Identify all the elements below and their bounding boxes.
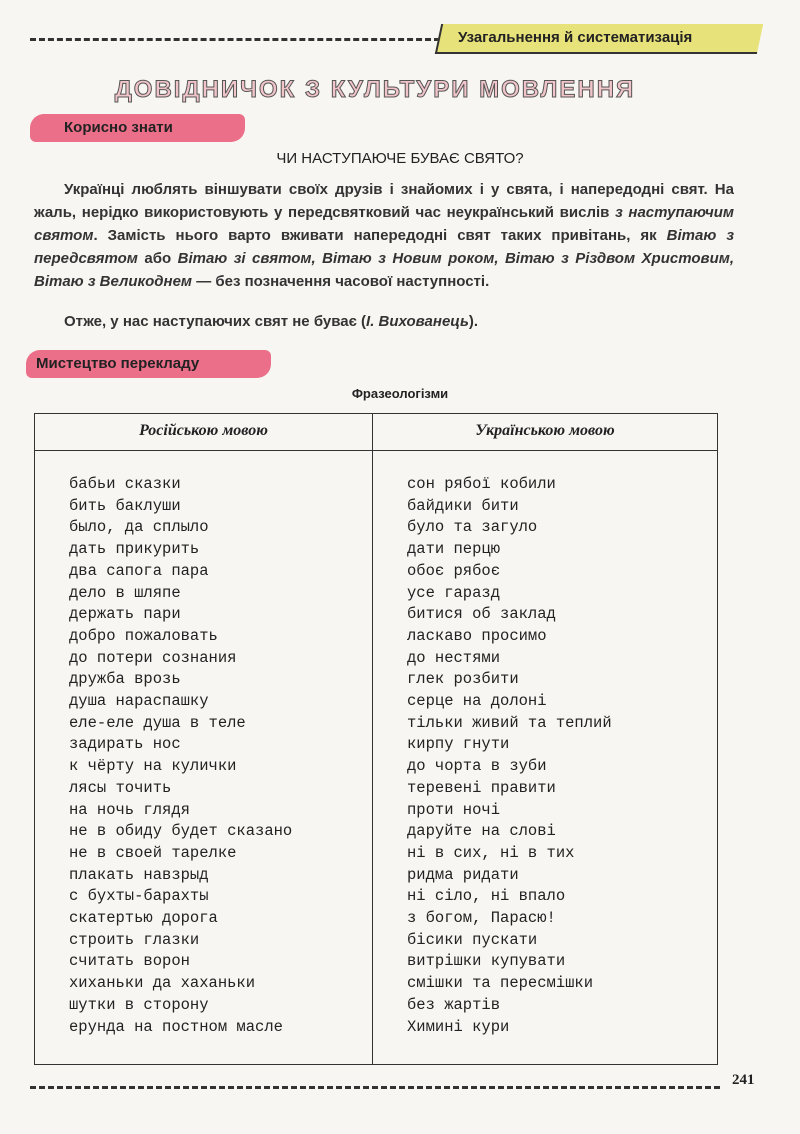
russian-cell: дружба врозь [69, 670, 181, 689]
russian-cell: два сапога пара [69, 561, 209, 580]
ukrainian-cell: без жартів [407, 995, 501, 1014]
ukrainian-cell: ридма ридати [407, 865, 519, 884]
phraseology-table [34, 413, 718, 1065]
ukrainian-cell: обоє рябоє [407, 561, 501, 580]
russian-cell: с бухты-барахты [69, 887, 209, 906]
ukrainian-cell: було та загуло [407, 518, 538, 537]
column-header-ukrainian: Українською мовою [475, 422, 615, 439]
ukrainian-cell: до чорта в зуби [407, 757, 547, 776]
ukrainian-cell: теревені правити [407, 778, 556, 797]
ukrainian-cell: битися об заклад [407, 605, 556, 624]
russian-cell: бить баклуши [69, 496, 181, 515]
russian-cell: дать прикурить [69, 540, 200, 559]
ukrainian-cell: ні сіло, ні впало [407, 887, 566, 906]
ukrainian-cell: бісики пускати [407, 930, 538, 949]
table-header-row [35, 414, 717, 451]
ukrainian-cell: ні в сих, ні в тих [407, 843, 575, 862]
russian-cell: на ночь глядя [69, 800, 190, 819]
russian-cell: не в своей тарелке [69, 843, 237, 862]
ukrainian-cell: усе гаразд [407, 583, 501, 602]
ukrainian-cell: тільки живий та теплий [407, 713, 612, 732]
russian-cell: строить глазки [69, 930, 200, 949]
ukrainian-cell: ласкаво просимо [407, 626, 547, 645]
column-header-russian: Російською мовою [139, 422, 268, 439]
ukrainian-cell: з богом, Парасю! [407, 909, 556, 928]
russian-column [69, 474, 292, 1038]
ukrainian-cell: даруйте на слові [407, 822, 556, 841]
russian-cell: держать пари [69, 605, 181, 624]
translation-label: Мистецтво перекладу [26, 350, 271, 378]
russian-cell: считать ворон [69, 952, 190, 971]
russian-cell: плакать навзрыд [69, 865, 209, 884]
ukrainian-cell: проти ночі [407, 800, 501, 819]
russian-cell: еле-еле душа в теле [69, 713, 246, 732]
ukrainian-cell: смішки та пересмішки [407, 974, 594, 993]
footer-dashed-rule [30, 1086, 720, 1089]
ukrainian-cell: до нестями [407, 648, 501, 667]
russian-cell: не в обиду будет сказано [69, 822, 293, 841]
russian-cell: душа нараспашку [69, 692, 209, 711]
ukrainian-cell: глек розбити [407, 670, 519, 689]
page-number: 241 [732, 1072, 755, 1088]
russian-cell: задирать нос [69, 735, 181, 754]
ukrainian-column [407, 474, 612, 1038]
header-dashed-rule [30, 38, 440, 41]
table-caption: Фразеологізми [351, 386, 449, 401]
russian-cell: к чёрту на кулички [69, 757, 237, 776]
useful-label: Корисно знати [30, 114, 245, 142]
ukrainian-cell: дати перцю [407, 540, 501, 559]
russian-cell: дело в шляпе [69, 583, 181, 602]
ukrainian-cell: байдики бити [407, 496, 519, 515]
russian-cell: добро пожаловать [69, 626, 218, 645]
ukrainian-cell: Химині кури [407, 1017, 510, 1036]
article-heading: ЧИ НАСТУПАЮЧЕ БУВАЄ СВЯТО? [276, 150, 524, 167]
russian-cell: скатертью дорога [69, 909, 218, 928]
paragraph-1: Українці люблять віншувати своїх друзів і знайомих і у свята, і напередодні свят. На жаль, нерідко використовують у передсвятковий час неукраїнський вислів з наступаючим святом. Замість нього варто вживати напередодні свят таких привітань, як Вітаю з передсвятом або Вітаю зі святом, Вітаю з Новим роком, Вітаю з Різдвом Христовим, Вітаю з Великоднем — без позначення часової наступності. [34, 181, 734, 290]
paragraph-2: Отже, у нас наступаючих свят не буває (І. Вихованець). [64, 313, 479, 330]
ukrainian-cell: серце на долоні [407, 692, 547, 711]
russian-cell: бабьи сказки [69, 475, 181, 493]
russian-cell: шутки в сторону [69, 995, 209, 1014]
column-divider [372, 414, 373, 1064]
ukrainian-cell: сон рябої кобили [407, 475, 556, 493]
russian-cell: до потери сознания [69, 648, 237, 667]
russian-cell: хиханьки да хаханьки [69, 974, 256, 993]
russian-cell: лясы точить [69, 778, 172, 797]
russian-cell: ерунда на постном масле [69, 1017, 283, 1036]
ukrainian-cell: кирпу гнути [407, 735, 510, 754]
ukrainian-cell: витрішки купувати [407, 952, 566, 971]
page-title: ДОВІДНИЧОК З КУЛЬТУРИ МОВЛЕННЯ [114, 76, 636, 103]
russian-cell: было, да сплыло [69, 518, 209, 537]
section-title: Узагальнення й систематизація [458, 29, 693, 46]
